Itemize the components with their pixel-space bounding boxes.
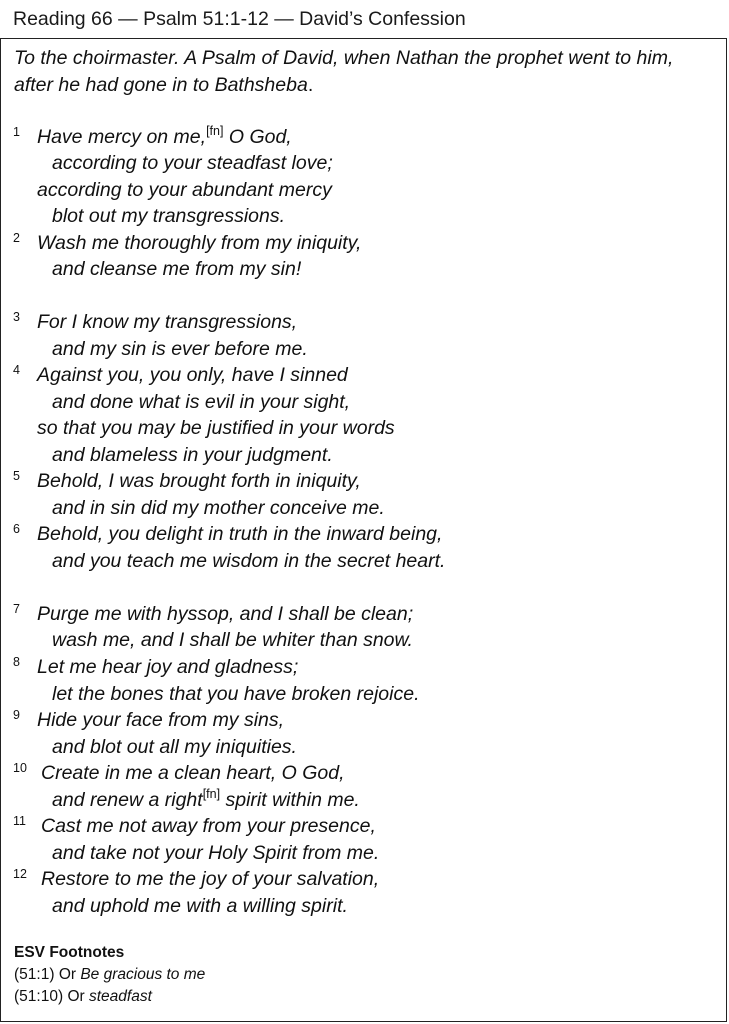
verse-line: and cleanse me from my sin!: [52, 258, 302, 280]
superscription-period: .: [307, 73, 314, 96]
footnote-lead: Or: [58, 966, 77, 983]
verse-line: and uphold me with a willing spirit.: [52, 895, 348, 917]
verse-line: Restore to me the joy of your salvation,: [41, 868, 380, 890]
verse-line: and blot out all my iniquities.: [52, 736, 297, 758]
verse-line: according to your abundant mercy: [37, 179, 332, 201]
footnote-lead: Or: [67, 988, 85, 1005]
verse-line: according to your steadfast love;: [52, 152, 333, 174]
verse-line: wash me, and I shall be whiter than snow.: [52, 629, 413, 651]
verse-number: 10: [13, 761, 27, 775]
verse-line: Wash me thoroughly from my iniquity,: [37, 232, 362, 254]
verse-line: blot out my transgressions.: [52, 205, 286, 227]
verse-line: Behold, I was brought forth in iniquity,: [37, 470, 361, 492]
verse-line: Cast me not away from your presence,: [41, 815, 376, 837]
verse-line: For I know my transgressions,: [37, 311, 298, 333]
verse-line: Hide your face from my sins,: [37, 709, 285, 731]
verse-number: 6: [13, 522, 20, 536]
verse-line: Against you, you only, have I sinned: [37, 364, 348, 386]
verse-line: let the bones that you have broken rejoice.: [52, 683, 420, 705]
verse-line: [37, 124, 292, 152]
verse-line: and in sin did my mother conceive me.: [52, 497, 385, 519]
page-title: Reading 66 — Psalm 51:1-12 — David’s Confession: [13, 8, 466, 30]
verse-line: Purge me with hyssop, and I shall be clean;: [37, 603, 414, 625]
footnote-entry: [14, 964, 205, 986]
verse-number: 4: [13, 363, 20, 377]
verse-line: [52, 787, 360, 815]
verse-text: spirit within me.: [220, 789, 360, 811]
footnote-ref: (51:10): [14, 988, 64, 1005]
verse-line: and take not your Holy Spirit from me.: [52, 842, 380, 864]
verse-line: and blameless in your judgment.: [52, 444, 333, 466]
verse-number: 3: [13, 310, 20, 324]
verse-number: 8: [13, 655, 20, 669]
verse-number: 9: [13, 708, 20, 722]
verse-number: 2: [13, 231, 20, 245]
verse-text: O God,: [223, 126, 292, 148]
verse-number: 1: [13, 125, 20, 139]
footnote-ref: (51:1): [14, 966, 55, 983]
verse-number: 5: [13, 469, 20, 483]
footnote-marker[interactable]: [fn]: [202, 787, 221, 801]
passage-box: [0, 38, 727, 1022]
footnote-alt-reading: steadfast: [88, 988, 152, 1005]
verse-line: and done what is evil in your sight,: [52, 391, 351, 413]
verse-number: 7: [13, 602, 20, 616]
verse-line: Behold, you delight in truth in the inward being,: [37, 523, 443, 545]
superscription-text: To the choirmaster. A Psalm of David, when Nathan the prophet went to him, after he had gone in to Bathsheba: [14, 47, 674, 96]
verse-line: and you teach me wisdom in the secret heart.: [52, 550, 446, 572]
verse-line: and my sin is ever before me.: [52, 338, 308, 360]
verse-text: and renew a right: [52, 789, 203, 811]
psalm-superscription: [14, 45, 714, 98]
verse-line: Let me hear joy and gladness;: [37, 656, 299, 678]
footnote-entry: [14, 986, 205, 1008]
verse-number: 11: [13, 814, 26, 828]
verse-number: 12: [13, 867, 27, 881]
verse-line: Create in me a clean heart, O God,: [41, 762, 345, 784]
footnotes-heading: ESV Footnotes: [14, 944, 125, 961]
footnote-alt-reading: Be gracious to me: [80, 966, 206, 983]
footnotes-section: [14, 942, 205, 1008]
footnote-marker[interactable]: [fn]: [206, 124, 224, 138]
verse-line: so that you may be justified in your words: [37, 417, 395, 439]
verse-text: Have mercy on me,: [37, 126, 207, 148]
